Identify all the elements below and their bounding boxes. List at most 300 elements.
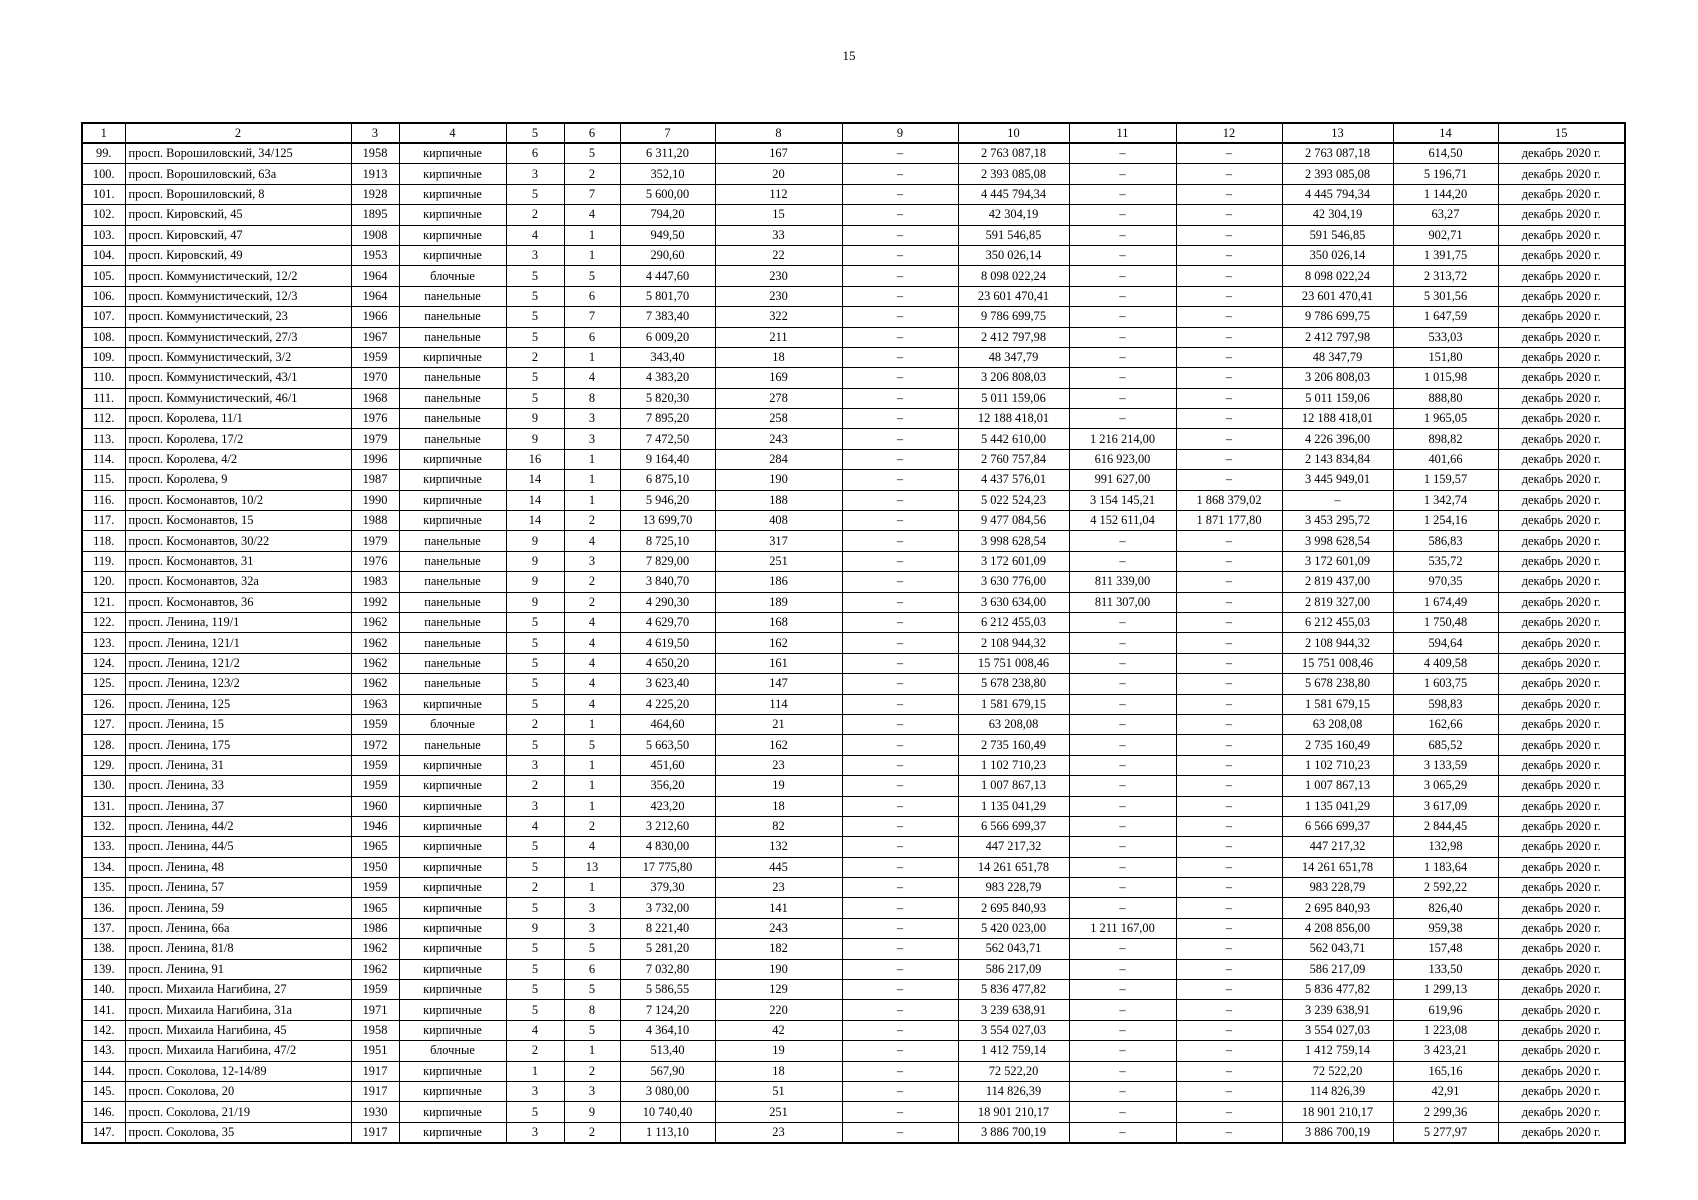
table-cell: 2 108 944,32 xyxy=(958,633,1069,653)
table-cell: – xyxy=(842,368,958,388)
table-cell: – xyxy=(1176,857,1282,877)
table-cell: 108. xyxy=(82,327,125,347)
table-cell: 5 277,97 xyxy=(1393,1122,1498,1143)
table-cell: – xyxy=(1176,878,1282,898)
table-cell: 1964 xyxy=(351,266,399,286)
table-cell: – xyxy=(1176,572,1282,592)
table-cell: – xyxy=(1069,1020,1176,1040)
table-cell: 72 522,20 xyxy=(958,1061,1069,1081)
table-cell: просп. Королева, 4/2 xyxy=(125,449,351,469)
table-row xyxy=(82,266,1625,286)
table-cell: 13 699,70 xyxy=(620,511,715,531)
table-cell: – xyxy=(842,347,958,367)
table-row xyxy=(82,307,1625,327)
table-cell: 1 007 867,13 xyxy=(958,776,1069,796)
table-cell: 5 xyxy=(506,266,564,286)
table-cell: 5 xyxy=(506,327,564,347)
table-cell: 2 xyxy=(564,1122,620,1143)
table-cell: просп. Ленина, 125 xyxy=(125,694,351,714)
table-cell: – xyxy=(842,205,958,225)
table-cell: просп. Соколова, 20 xyxy=(125,1081,351,1101)
table-cell: 1 135 041,29 xyxy=(1282,796,1393,816)
table-cell: – xyxy=(1176,531,1282,551)
table-cell: 162 xyxy=(715,735,842,755)
table-cell: 3 423,21 xyxy=(1393,1041,1498,1061)
table-cell: 243 xyxy=(715,429,842,449)
table-cell: 1 159,57 xyxy=(1393,470,1498,490)
table-cell: блочные xyxy=(399,1041,506,1061)
table-cell: 5 011 159,06 xyxy=(958,388,1069,408)
table-cell: кирпичные xyxy=(399,1020,506,1040)
table-cell: 5 xyxy=(506,694,564,714)
column-number-cell: 6 xyxy=(564,123,620,143)
table-cell: блочные xyxy=(399,714,506,734)
table-cell: – xyxy=(1069,205,1176,225)
table-cell: – xyxy=(842,327,958,347)
table-cell: 4 619,50 xyxy=(620,633,715,653)
table-cell: 141 xyxy=(715,898,842,918)
table-cell: просп. Королева, 17/2 xyxy=(125,429,351,449)
table-cell: – xyxy=(1069,898,1176,918)
table-cell: 1967 xyxy=(351,327,399,347)
table-cell: 5 xyxy=(564,143,620,164)
table-cell: декабрь 2020 г. xyxy=(1498,511,1625,531)
table-cell: 447 217,32 xyxy=(958,837,1069,857)
table-row xyxy=(82,674,1625,694)
table-cell: – xyxy=(842,511,958,531)
table-cell: 356,20 xyxy=(620,776,715,796)
table-row xyxy=(82,1000,1625,1020)
table-cell: панельные xyxy=(399,572,506,592)
table-cell: 1976 xyxy=(351,551,399,571)
table-cell: – xyxy=(1176,225,1282,245)
table-cell: 8 725,10 xyxy=(620,531,715,551)
table-cell: – xyxy=(1176,959,1282,979)
table-cell: – xyxy=(842,857,958,877)
table-cell: 101. xyxy=(82,184,125,204)
table-cell: кирпичные xyxy=(399,898,506,918)
table-cell: 135. xyxy=(82,878,125,898)
table-cell: – xyxy=(1069,694,1176,714)
table-cell: 15 xyxy=(715,205,842,225)
table-cell: – xyxy=(1069,245,1176,265)
table-cell: – xyxy=(1069,531,1176,551)
table-cell: просп. Ленина, 48 xyxy=(125,857,351,877)
table-cell: 3 172 601,09 xyxy=(1282,551,1393,571)
table-cell: 33 xyxy=(715,225,842,245)
table-cell: декабрь 2020 г. xyxy=(1498,898,1625,918)
table-cell: 5 281,20 xyxy=(620,939,715,959)
table-cell: декабрь 2020 г. xyxy=(1498,368,1625,388)
table-cell: 115. xyxy=(82,470,125,490)
table-cell: просп. Ленина, 44/2 xyxy=(125,816,351,836)
column-number-cell: 12 xyxy=(1176,123,1282,143)
table-cell: панельные xyxy=(399,307,506,327)
table-cell: 7 472,50 xyxy=(620,429,715,449)
table-cell: 14 261 651,78 xyxy=(958,857,1069,877)
table-cell: 3 239 638,91 xyxy=(958,1000,1069,1020)
table-cell: – xyxy=(1176,388,1282,408)
table-cell: просп. Кировский, 45 xyxy=(125,205,351,225)
table-cell: 7 829,00 xyxy=(620,551,715,571)
table-cell: 114 826,39 xyxy=(1282,1081,1393,1101)
table-cell: 2 143 834,84 xyxy=(1282,449,1393,469)
table-cell: 12 188 418,01 xyxy=(1282,409,1393,429)
table-cell: – xyxy=(1069,674,1176,694)
table-row xyxy=(82,143,1625,164)
table-cell: кирпичные xyxy=(399,980,506,1000)
table-cell: 1996 xyxy=(351,449,399,469)
table-cell: просп. Ленина, 59 xyxy=(125,898,351,918)
table-cell: 5 xyxy=(564,939,620,959)
table-cell: 9 786 699,75 xyxy=(1282,307,1393,327)
table-cell: – xyxy=(1069,776,1176,796)
column-number-cell: 7 xyxy=(620,123,715,143)
table-cell: 5 xyxy=(506,857,564,877)
table-cell: – xyxy=(1176,837,1282,857)
table-cell: 168 xyxy=(715,612,842,632)
table-cell: 902,71 xyxy=(1393,225,1498,245)
table-cell: 1959 xyxy=(351,347,399,367)
table-cell: – xyxy=(842,959,958,979)
table-cell: 5 586,55 xyxy=(620,980,715,1000)
table-cell: 535,72 xyxy=(1393,551,1498,571)
table-cell: 9 164,40 xyxy=(620,449,715,469)
table-cell: 3 998 628,54 xyxy=(958,531,1069,551)
table-cell: просп. Михаила Нагибина, 31а xyxy=(125,1000,351,1020)
table-cell: кирпичные xyxy=(399,164,506,184)
table-cell: 21 xyxy=(715,714,842,734)
table-cell: 5 xyxy=(564,1020,620,1040)
table-row xyxy=(82,1041,1625,1061)
table-cell: декабрь 2020 г. xyxy=(1498,592,1625,612)
table-cell: 1965 xyxy=(351,837,399,857)
table-cell: 106. xyxy=(82,286,125,306)
table-cell: 126. xyxy=(82,694,125,714)
table-cell: – xyxy=(1176,755,1282,775)
table-cell: 3 133,59 xyxy=(1393,755,1498,775)
table-cell: декабрь 2020 г. xyxy=(1498,1081,1625,1101)
table-cell: 464,60 xyxy=(620,714,715,734)
table-cell: 401,66 xyxy=(1393,449,1498,469)
table-cell: – xyxy=(842,918,958,938)
table-cell: 5 xyxy=(506,612,564,632)
table-cell: 4 225,20 xyxy=(620,694,715,714)
table-cell: 1 342,74 xyxy=(1393,490,1498,510)
table-cell: 586 217,09 xyxy=(1282,959,1393,979)
table-cell: кирпичные xyxy=(399,959,506,979)
table-cell: 6 311,20 xyxy=(620,143,715,164)
column-number-cell: 9 xyxy=(842,123,958,143)
table-row xyxy=(82,694,1625,714)
table-cell: 3 xyxy=(506,245,564,265)
table-cell: панельные xyxy=(399,612,506,632)
table-cell: 4 629,70 xyxy=(620,612,715,632)
table-cell: кирпичные xyxy=(399,347,506,367)
table-row xyxy=(82,959,1625,979)
table-cell: декабрь 2020 г. xyxy=(1498,286,1625,306)
table-cell: 1 102 710,23 xyxy=(958,755,1069,775)
table-cell: 251 xyxy=(715,551,842,571)
table-cell: 1965 xyxy=(351,898,399,918)
table-cell: – xyxy=(1176,980,1282,1000)
table-cell: 18 901 210,17 xyxy=(1282,1102,1393,1122)
table-cell: 1962 xyxy=(351,939,399,959)
column-number-cell: 8 xyxy=(715,123,842,143)
table-cell: панельные xyxy=(399,409,506,429)
table-cell: панельные xyxy=(399,531,506,551)
table-cell: 5 xyxy=(506,286,564,306)
table-cell: 6 566 699,37 xyxy=(958,816,1069,836)
table-cell: 3 xyxy=(564,898,620,918)
table-cell: 1 xyxy=(564,470,620,490)
table-cell: 949,50 xyxy=(620,225,715,245)
table-cell: – xyxy=(1176,470,1282,490)
table-cell: 562 043,71 xyxy=(1282,939,1393,959)
table-cell: панельные xyxy=(399,388,506,408)
table-cell: 794,20 xyxy=(620,205,715,225)
table-cell: 2 412 797,98 xyxy=(1282,327,1393,347)
table-cell: – xyxy=(842,143,958,164)
table-cell: кирпичные xyxy=(399,939,506,959)
table-cell: 1 211 167,00 xyxy=(1069,918,1176,938)
table-cell: 1 674,49 xyxy=(1393,592,1498,612)
table-cell: 4 xyxy=(564,612,620,632)
table-cell: – xyxy=(1176,1041,1282,1061)
table-cell: – xyxy=(1069,409,1176,429)
table-cell: – xyxy=(1176,816,1282,836)
table-cell: 5 011 159,06 xyxy=(1282,388,1393,408)
table-cell: 104. xyxy=(82,245,125,265)
table-cell: 140. xyxy=(82,980,125,1000)
table-row xyxy=(82,735,1625,755)
table-cell: 1913 xyxy=(351,164,399,184)
table-cell: 6 xyxy=(564,959,620,979)
table-cell: панельные xyxy=(399,429,506,449)
table-cell: 3 065,29 xyxy=(1393,776,1498,796)
table-cell: – xyxy=(1069,755,1176,775)
table-row xyxy=(82,816,1625,836)
table-cell: 3 xyxy=(506,1122,564,1143)
table-cell: – xyxy=(842,184,958,204)
table-cell: 983 228,79 xyxy=(958,878,1069,898)
table-row xyxy=(82,245,1625,265)
table-cell: просп. Космонавтов, 15 xyxy=(125,511,351,531)
table-row xyxy=(82,837,1625,857)
table-row xyxy=(82,1020,1625,1040)
table-cell: декабрь 2020 г. xyxy=(1498,735,1625,755)
table-cell: 17 775,80 xyxy=(620,857,715,877)
table-cell: – xyxy=(842,796,958,816)
table-cell: 3 998 628,54 xyxy=(1282,531,1393,551)
table-row xyxy=(82,714,1625,734)
table-cell: – xyxy=(1069,368,1176,388)
table-cell: 1966 xyxy=(351,307,399,327)
table-cell: – xyxy=(1069,1102,1176,1122)
table-cell: 243 xyxy=(715,918,842,938)
table-cell: 20 xyxy=(715,164,842,184)
table-cell: 1986 xyxy=(351,918,399,938)
table-cell: 3 xyxy=(506,164,564,184)
table-cell: кирпичные xyxy=(399,816,506,836)
table-cell: 5 600,00 xyxy=(620,184,715,204)
table-cell: 1990 xyxy=(351,490,399,510)
table-cell: 594,64 xyxy=(1393,633,1498,653)
table-cell: 189 xyxy=(715,592,842,612)
table-cell: 3 732,00 xyxy=(620,898,715,918)
table-cell: 23 xyxy=(715,1122,842,1143)
table-cell: – xyxy=(1282,490,1393,510)
table-cell: – xyxy=(1176,776,1282,796)
table-cell: 14 xyxy=(506,511,564,531)
table-cell: 1 xyxy=(564,347,620,367)
table-cell: 3 239 638,91 xyxy=(1282,1000,1393,1020)
table-cell: декабрь 2020 г. xyxy=(1498,755,1625,775)
table-cell: 134. xyxy=(82,857,125,877)
table-cell: просп. Космонавтов, 31 xyxy=(125,551,351,571)
table-cell: – xyxy=(1176,307,1282,327)
table-cell: 1917 xyxy=(351,1081,399,1101)
table-cell: 2 xyxy=(564,1061,620,1081)
table-cell: – xyxy=(1176,143,1282,164)
table-cell: 1962 xyxy=(351,653,399,673)
table-cell: 5 196,71 xyxy=(1393,164,1498,184)
table-cell: 2 xyxy=(506,1041,564,1061)
table-cell: просп. Михаила Нагибина, 47/2 xyxy=(125,1041,351,1061)
table-cell: кирпичные xyxy=(399,1102,506,1122)
table-cell: – xyxy=(842,164,958,184)
table-cell: 133. xyxy=(82,837,125,857)
table-cell: – xyxy=(1176,347,1282,367)
table-cell: кирпичные xyxy=(399,1081,506,1101)
table-cell: 23 601 470,41 xyxy=(1282,286,1393,306)
table-cell: 898,82 xyxy=(1393,429,1498,449)
table-cell: 1 xyxy=(564,449,620,469)
table-row xyxy=(82,572,1625,592)
table-cell: 7 124,20 xyxy=(620,1000,715,1020)
table-cell: – xyxy=(842,1122,958,1143)
table-cell: 5 xyxy=(564,266,620,286)
table-cell: 1 015,98 xyxy=(1393,368,1498,388)
table-cell: 3 154 145,21 xyxy=(1069,490,1176,510)
table-cell: просп. Королева, 9 xyxy=(125,470,351,490)
table-cell: 5 801,70 xyxy=(620,286,715,306)
table-cell: 1962 xyxy=(351,612,399,632)
table-cell: 9 xyxy=(506,531,564,551)
table-cell: 1 223,08 xyxy=(1393,1020,1498,1040)
table-cell: 117. xyxy=(82,511,125,531)
table-cell: 6 009,20 xyxy=(620,327,715,347)
table-cell: декабрь 2020 г. xyxy=(1498,388,1625,408)
table-cell: 991 627,00 xyxy=(1069,470,1176,490)
table-cell: 118. xyxy=(82,531,125,551)
table-cell: 3 xyxy=(564,918,620,938)
table-cell: 8 xyxy=(564,388,620,408)
table-cell: 3 xyxy=(564,1081,620,1101)
table-cell: 230 xyxy=(715,266,842,286)
table-cell: 211 xyxy=(715,327,842,347)
table-cell: кирпичные xyxy=(399,205,506,225)
table-cell: 6 xyxy=(564,286,620,306)
table-cell: 2 592,22 xyxy=(1393,878,1498,898)
table-cell: 2 xyxy=(506,205,564,225)
table-cell: 4 xyxy=(564,674,620,694)
table-cell: 4 830,00 xyxy=(620,837,715,857)
table-cell: 5 442 610,00 xyxy=(958,429,1069,449)
table-cell: декабрь 2020 г. xyxy=(1498,980,1625,1000)
table-cell: – xyxy=(1069,735,1176,755)
table-cell: 8 098 022,24 xyxy=(958,266,1069,286)
table-cell: 2 299,36 xyxy=(1393,1102,1498,1122)
table-cell: 2 760 757,84 xyxy=(958,449,1069,469)
table-cell: – xyxy=(842,612,958,632)
table-cell: панельные xyxy=(399,551,506,571)
table-row xyxy=(82,980,1625,1000)
table-cell: 1917 xyxy=(351,1061,399,1081)
table-cell: 5 xyxy=(564,735,620,755)
table-cell: 2 313,72 xyxy=(1393,266,1498,286)
column-number-header xyxy=(82,123,1625,143)
table-cell: 2 xyxy=(506,776,564,796)
table-cell: 4 364,10 xyxy=(620,1020,715,1040)
table-row xyxy=(82,1061,1625,1081)
table-cell: – xyxy=(842,1081,958,1101)
table-cell: 619,96 xyxy=(1393,1000,1498,1020)
table-cell: 983 228,79 xyxy=(1282,878,1393,898)
table-cell: 451,60 xyxy=(620,755,715,775)
table-cell: 2 xyxy=(506,347,564,367)
table-cell: 23 601 470,41 xyxy=(958,286,1069,306)
table-cell: 162 xyxy=(715,633,842,653)
table-cell: кирпичные xyxy=(399,490,506,510)
table-cell: 1951 xyxy=(351,1041,399,1061)
table-cell: – xyxy=(842,429,958,449)
table-cell: – xyxy=(1069,612,1176,632)
table-cell: 1 102 710,23 xyxy=(1282,755,1393,775)
table-cell: 586 217,09 xyxy=(958,959,1069,979)
table-cell: – xyxy=(1069,1041,1176,1061)
table-cell: 129 xyxy=(715,980,842,1000)
table-cell: кирпичные xyxy=(399,184,506,204)
table-cell: 352,10 xyxy=(620,164,715,184)
table-cell: 132 xyxy=(715,837,842,857)
table-cell: 3 xyxy=(564,551,620,571)
table-cell: декабрь 2020 г. xyxy=(1498,266,1625,286)
table-cell: – xyxy=(1176,551,1282,571)
table-cell: 9 xyxy=(506,572,564,592)
table-cell: 6 875,10 xyxy=(620,470,715,490)
table-cell: – xyxy=(842,755,958,775)
table-cell: 2 819 437,00 xyxy=(1282,572,1393,592)
table-cell: 42 304,19 xyxy=(958,205,1069,225)
table-cell: 1 xyxy=(564,776,620,796)
table-cell: декабрь 2020 г. xyxy=(1498,225,1625,245)
table-cell: декабрь 2020 г. xyxy=(1498,490,1625,510)
table-cell: – xyxy=(842,837,958,857)
table-cell: – xyxy=(842,490,958,510)
table-cell: 137. xyxy=(82,918,125,938)
table-row xyxy=(82,449,1625,469)
table-cell: 1958 xyxy=(351,1020,399,1040)
table-cell: 5 xyxy=(506,1102,564,1122)
table-cell: 1930 xyxy=(351,1102,399,1122)
table-cell: – xyxy=(1069,266,1176,286)
table-cell: декабрь 2020 г. xyxy=(1498,184,1625,204)
table-cell: 5 xyxy=(506,980,564,1000)
table-cell: 63 208,08 xyxy=(958,714,1069,734)
table-cell: декабрь 2020 г. xyxy=(1498,1000,1625,1020)
table-cell: 5 836 477,82 xyxy=(1282,980,1393,1000)
